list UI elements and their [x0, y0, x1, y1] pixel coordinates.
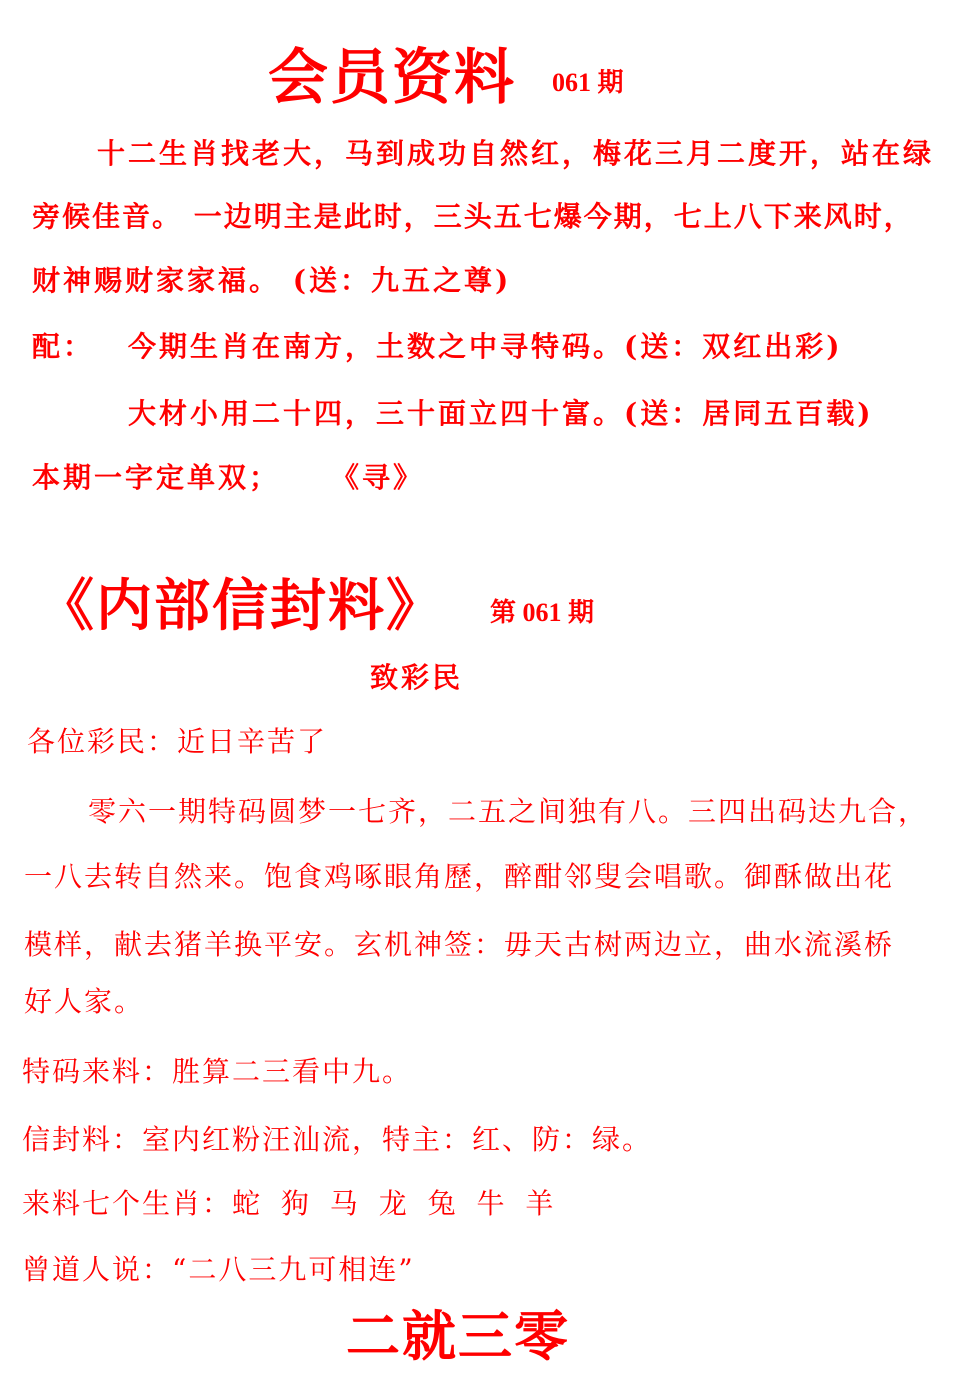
section2-line-3: 模样，献去猪羊换平安。玄机神签：毋天古树两边立，曲水流溪桥: [24, 928, 895, 961]
shengxiao-line: 来料七个生肖：蛇 狗 马 龙 兔 牛 羊: [22, 1187, 556, 1220]
section2-title: 《内部信封料》: [38, 573, 444, 639]
section1-issue: 061 期: [552, 68, 624, 97]
section1-line-2: 旁候佳音。 一边明主是此时，三头五七爆今期，七上八下来风时，: [32, 200, 914, 233]
xinfeng-line: 信封料：室内红粉汪汕流，特主：红、防：绿。: [22, 1123, 653, 1156]
final-phrase: 二就三零: [346, 1304, 570, 1368]
section2-subtitle: 致彩民: [370, 661, 464, 694]
zengdao-line: 曾道人说：“二八三九可相连”: [22, 1253, 415, 1286]
section2-line-1: 零六一期特码圆梦一七齐，二五之间独有八。三四出码达九合，: [88, 795, 929, 828]
section1-line-3: 财神赐财家家福。 (送：九五之尊): [32, 264, 512, 297]
section1-line-1: 十二生肖找老大，马到成功自然红，梅花三月二度开，站在绿: [97, 137, 935, 170]
pei-line-1: 今期生肖在南方，土数之中寻特码。(送：双红出彩): [128, 330, 843, 363]
greeting-line: 各位彩民：近日辛苦了: [27, 725, 328, 758]
section2-line-4: 好人家。: [24, 985, 145, 1018]
section1-title: 会员资料: [268, 43, 516, 113]
section2-line-2: 一八去转自然来。饱食鸡啄眼角歷，醉酣邻叟会唱歌。御酥做出花: [24, 860, 895, 893]
danshuang-line: 本期一字定单双； 《寻》: [32, 461, 424, 494]
tema-line: 特码来料：胜算二三看中九。: [22, 1055, 413, 1088]
section2-issue: 第 061 期: [490, 598, 595, 627]
pei-label: 配：: [32, 330, 95, 363]
pei-line-2: 大材小用二十四，三十面立四十富。(送：居同五百载): [128, 397, 874, 430]
